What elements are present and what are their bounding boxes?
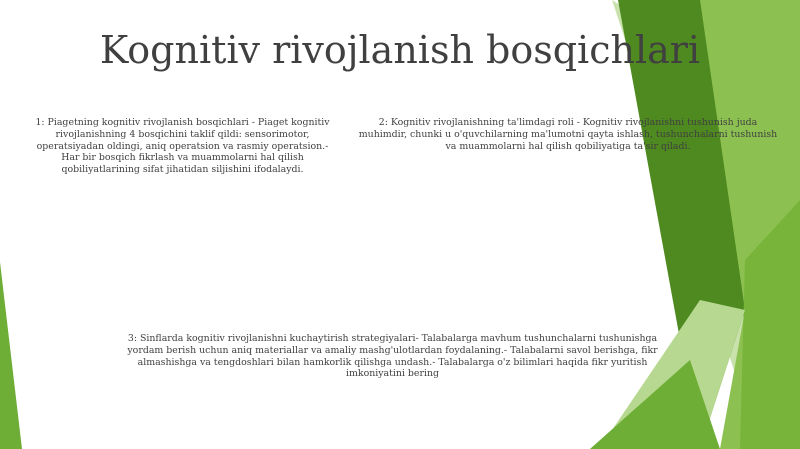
text-block-3: 3: Sinflarda kognitiv rivojlanishni kuchaytirish strategiyalari- Talabalarga mavhum tushunchalarni tushunishga yordam berish uchun aniq materiallar va amaliy mashg'ulotlardan foydalaning.- Talabalarni savol berishga, fikr almashishga va tengdoshlari bilan hamkorlik qilishga undash.- Talabalarga o'z bilimlari haqida fikr yuritish imkoniyatini bering [127, 333, 658, 380]
left-green-strip [0, 262, 22, 449]
text-block-2: 2: Kognitiv rivojlanishning ta'limdagi roli - Kognitiv rivojlanishni tushunish juda muhimdir, chunki u o'quvchilarning ma'lumotni qayta ishlash, tushunchalarni tushunish va muammolarni hal qilish qobiliyatiga ta'sir qiladi. [358, 117, 778, 152]
text-block-1: 1: Piagetning kognitiv rivojlanish bosqichlari - Piaget kognitiv rivojlanishning 4 bosqichini taklif qildi: sensorimotor, operatsiyadan oldingi, aniq operatsion va rasmiy operatsion.- Har bir bosqich fikrlash va muammolarni hal qilish qobiliyatlarining sifat jihatidan siljishini ifodalaydi. [35, 117, 330, 176]
slide-title: Kognitiv rivojlanish bosqichlari [99, 28, 701, 72]
